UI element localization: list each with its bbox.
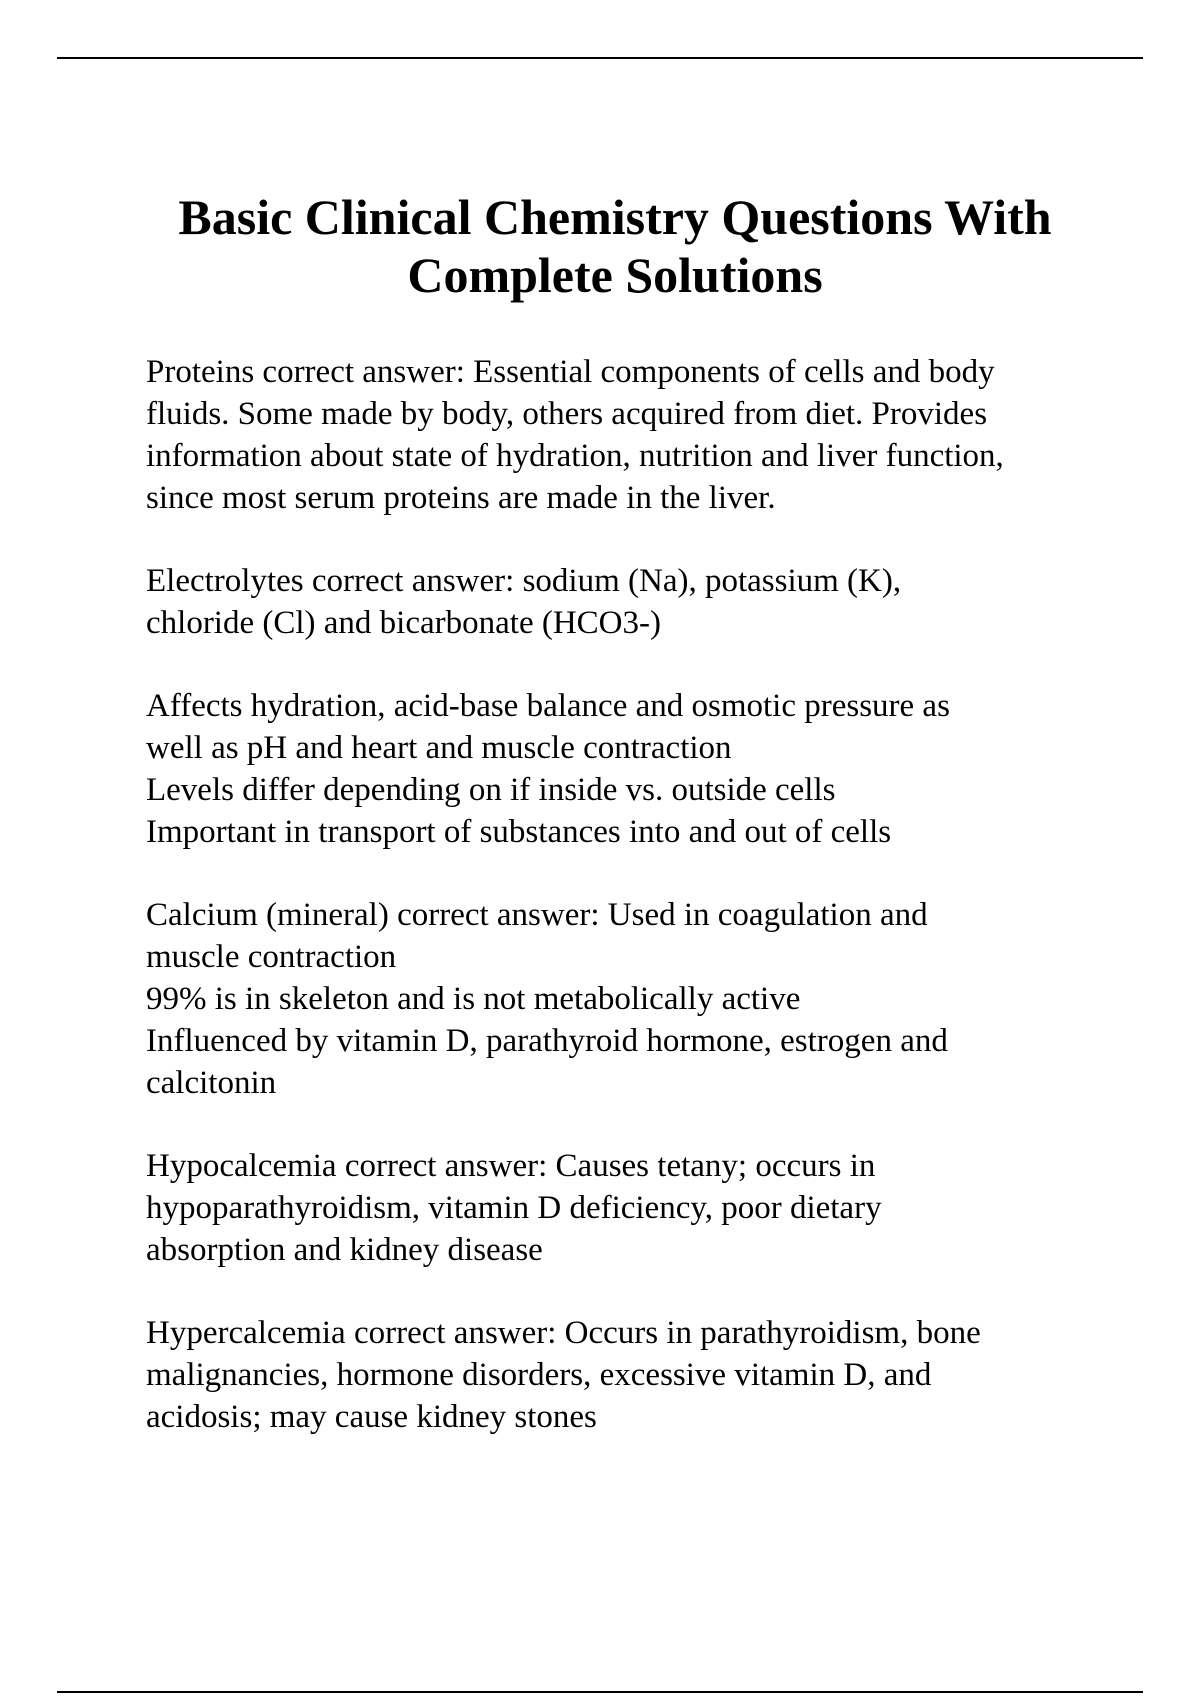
entry-hypocalcemia: [146, 1145, 1106, 1271]
text-line: since most serum proteins are made in the liver.: [146, 480, 776, 516]
entry-text: [146, 894, 1106, 1104]
text-line: muscle contraction: [146, 939, 397, 975]
text-line: Affects hydration, acid-base balance and osmotic pressure as: [146, 688, 950, 724]
entry-electrolyte-effects: [146, 685, 1106, 853]
document-body: [146, 351, 1106, 1479]
title-line: Basic Clinical Chemistry Questions With: [178, 189, 1052, 245]
text-line: Electrolytes correct answer: sodium (Na), potassium (K),: [146, 563, 902, 599]
text-line: well as pH and heart and muscle contraction: [146, 730, 732, 766]
title-line: Complete Solutions: [407, 247, 823, 303]
text-line: acidosis; may cause kidney stones: [146, 1399, 597, 1435]
top-rule: [57, 57, 1143, 59]
entry-text: [146, 1145, 1106, 1271]
text-line: hypoparathyroidism, vitamin D deficiency, poor dietary: [146, 1190, 882, 1226]
text-line: Hypercalcemia correct answer: Occurs in parathyroidism, bone: [146, 1315, 981, 1351]
document-title: [120, 188, 1110, 304]
entry-proteins: [146, 351, 1106, 519]
text-line: malignancies, hormone disorders, excessive vitamin D, and: [146, 1357, 932, 1393]
text-line: Influenced by vitamin D, parathyroid hormone, estrogen and: [146, 1023, 948, 1059]
text-line: Proteins correct answer: Essential components of cells and body: [146, 354, 995, 390]
text-line: fluids. Some made by body, others acquired from diet. Provides: [146, 396, 988, 432]
bottom-rule: [57, 1691, 1143, 1693]
text-line: chloride (Cl) and bicarbonate (HCO3-): [146, 605, 661, 641]
text-line: Hypocalcemia correct answer: Causes tetany; occurs in: [146, 1148, 876, 1184]
entry-calcium: [146, 894, 1106, 1104]
text-line: absorption and kidney disease: [146, 1232, 543, 1268]
text-line: calcitonin: [146, 1065, 277, 1101]
entry-text: [146, 1312, 1106, 1438]
entry-electrolytes: [146, 560, 1106, 644]
text-line: Levels differ depending on if inside vs. outside cells: [146, 772, 836, 808]
text-line: Important in transport of substances into and out of cells: [146, 814, 892, 850]
entry-text: [146, 685, 1106, 853]
text-line: 99% is in skeleton and is not metabolically active: [146, 981, 801, 1017]
text-line: Calcium (mineral) correct answer: Used in coagulation and: [146, 897, 928, 933]
entry-hypercalcemia: [146, 1312, 1106, 1438]
entry-text: [146, 560, 1106, 644]
entry-text: [146, 351, 1106, 519]
text-line: information about state of hydration, nutrition and liver function,: [146, 438, 1004, 474]
